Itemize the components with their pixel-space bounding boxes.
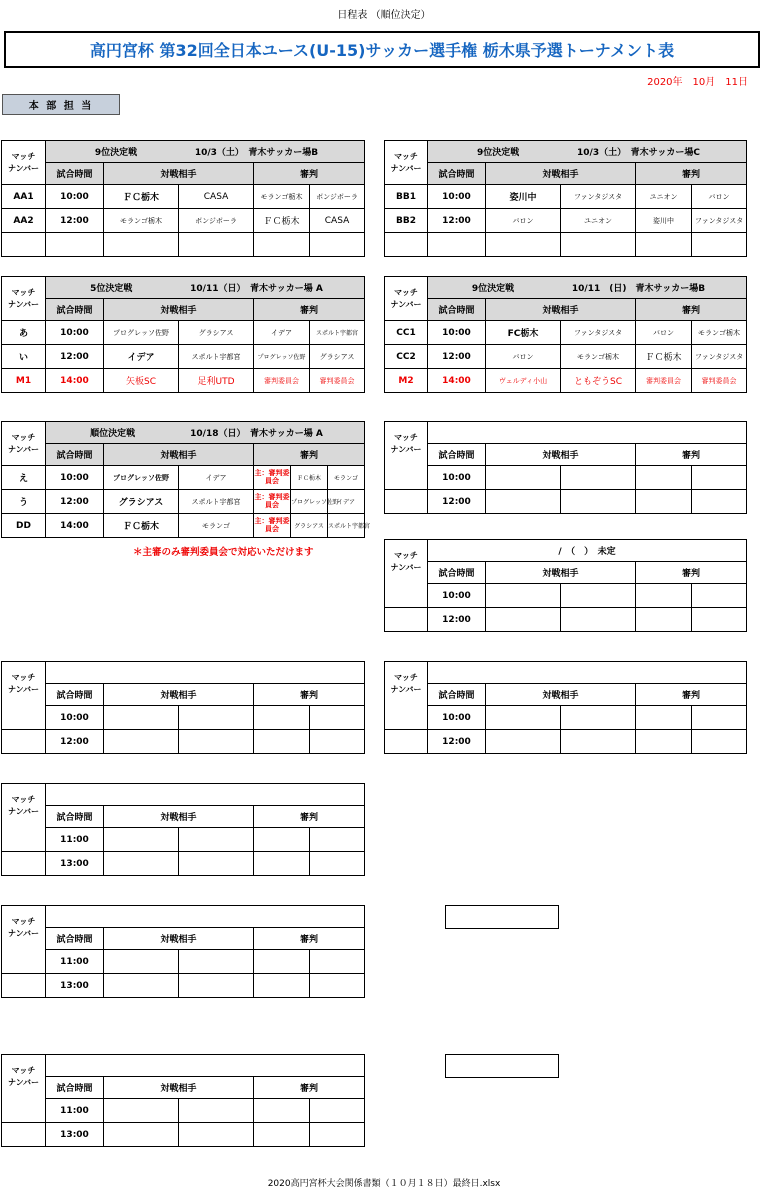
page-title: 高円宮杯 第32回全日本ユース(U-15)サッカー選手権 栃木県予選トーナメント表 bbox=[4, 31, 760, 68]
table-title: 9位決定戦 bbox=[94, 148, 138, 158]
table-row: CC1 10:00 FC栃木 ファンタジスタ バロン モランゴ栃木 bbox=[385, 321, 747, 345]
schedule-table-empty-1: マッチ ナンバー 試合時間 対戦相手 審判 10:00 12:00 bbox=[384, 421, 747, 514]
undecided-title: / （ ） 未定 bbox=[428, 540, 747, 562]
schedule-table-9th-a: マッチ ナンバー 9位決定戦 10/3（土） 青木サッカー場B 試合時間 対戦相手 審判 AA1 10:00 ＦＣ栃木 CASA モランゴ栃木 ボンジボーラ AA2 12:00 モランゴ栃木 ボンジボーラ ＦＣ栃木 CASA bbox=[1, 140, 365, 257]
schedule-table-empty-4: マッチ ナンバー 試合時間 対戦相手 審判 11:00 13:00 bbox=[1, 783, 365, 876]
empty-box bbox=[445, 1054, 559, 1078]
table-info: 10/11 (日) 青木サッカー場B bbox=[571, 284, 706, 294]
file-name-footer: 2020高円宮杯大会関係書類（１０月１８日）最終日.xlsx bbox=[267, 1179, 501, 1189]
table-row: い 12:00 イデア スポルト宇都宮 プログレッソ佐野 グラシアス bbox=[2, 345, 365, 369]
table-title: 9位決定戦 bbox=[477, 148, 520, 158]
table-info: 10/3（土） 青木サッカー場C bbox=[577, 148, 701, 158]
table-title: 5位決定戦 bbox=[90, 284, 133, 294]
schedule-table-9th-b: マッチ ナンバー 9位決定戦 10/3（土） 青木サッカー場C 試合時間 対戦相手 審判 BB1 10:00 姿川中 ファンタジスタ ユニオン バロン BB2 12:00 バロン ユニオン 姿川中 ファンタジスタ bbox=[384, 140, 747, 257]
table-row: BB2 12:00 バロン ユニオン 姿川中 ファンタジスタ bbox=[385, 209, 747, 233]
table-title: 9位決定戦 bbox=[471, 284, 515, 294]
schedule-table-empty-2: マッチ ナンバー 試合時間 対戦相手 審判 10:00 12:00 bbox=[1, 661, 365, 754]
table-row: あ 10:00 プログレッソ佐野 グラシアス イデア スポルト宇都宮 bbox=[2, 321, 365, 345]
table-info: 10/18（日） 青木サッカー場 A bbox=[190, 429, 323, 439]
table-row: AA1 10:00 ＦＣ栃木 CASA モランゴ栃木 ボンジボーラ bbox=[2, 185, 365, 209]
schedule-table-9th-c: マッチ ナンバー 9位決定戦 10/11 (日) 青木サッカー場B 試合時間 対戦相手 審判 CC1 10:00 FC栃木 ファンタジスタ バロン モランゴ栃木 CC2 12:00 バロン モランゴ栃木 ＦＣ栃木 ファンタジスタ M2 14:00 ヴェルディ小山 ともぞうSC 審判委員会 審判委員会 bbox=[384, 276, 747, 393]
schedule-table-empty-6: マッチ ナンバー 試合時間 対戦相手 審判 11:00 13:00 bbox=[1, 1054, 365, 1147]
table-info: 10/11（日） 青木サッカー場 A bbox=[190, 284, 323, 294]
table-row: CC2 12:00 バロン モランゴ栃木 ＦＣ栃木 ファンタジスタ bbox=[385, 345, 747, 369]
schedule-table-undecided: マッチ ナンバー / （ ） 未定 試合時間 対戦相手 審判 10:00 12:00 bbox=[384, 539, 747, 632]
table-row: M2 14:00 ヴェルディ小山 ともぞうSC 審判委員会 審判委員会 bbox=[385, 369, 747, 393]
schedule-table-empty-3: マッチ ナンバー 試合時間 対戦相手 審判 10:00 12:00 bbox=[384, 661, 747, 754]
schedule-table-5th: マッチ ナンバー 5位決定戦 10/11（日） 青木サッカー場 A 試合時間 対戦相手 審判 あ 10:00 プログレッソ佐野 グラシアス イデア スポルト宇都宮 い 12:00 イデア スポルト宇都宮 プログレッソ佐野 グラシアス M1 14:00 矢板SC 足利UTD 審判委員会 審判委員会 bbox=[1, 276, 365, 393]
table-row: う 12:00 グラシアス スポルト宇都宮 主：審判委員会 プログレッソ佐野 イデア bbox=[2, 490, 365, 514]
table-row: M1 14:00 矢板SC 足利UTD 審判委員会 審判委員会 bbox=[2, 369, 365, 393]
schedule-table-empty-5: マッチ ナンバー 試合時間 対戦相手 審判 11:00 13:00 bbox=[1, 905, 365, 998]
table-row: え 10:00 プログレッソ佐野 イデア 主：審判委員会 ＦＣ栃木 モランゴ bbox=[2, 466, 365, 490]
table-row: DD 14:00 ＦＣ栃木 モランゴ 主：審判委員会 グラシアス スポルト宇都宮 bbox=[2, 514, 365, 538]
table-row: BB1 10:00 姿川中 ファンタジスタ ユニオン バロン bbox=[385, 185, 747, 209]
referee-footnote: ＊主審のみ審判委員会で対応いただけます bbox=[133, 547, 314, 558]
table-row: AA2 12:00 モランゴ栃木 ボンジボーラ ＦＣ栃木 CASA bbox=[2, 209, 365, 233]
schedule-table-ranking: マッチ ナンバー 順位決定戦 10/18（日） 青木サッカー場 A 試合時間 対戦相手 審判 え 10:00 プログレッソ佐野 イデア 主：審判委員会 ＦＣ栃木 モランゴ う 12:00 グラシアス スポルト宇都宮 主：審判委員会 プログレッソ佐野 イデア DD 14:00 ＦＣ栃木 モランゴ 主：審判委員会 グラシアス スポルト宇都宮 bbox=[1, 421, 365, 538]
page-caption: 日程表 （順位決定） bbox=[337, 10, 431, 21]
table-info: 10/3（土） 青木サッカー場B bbox=[194, 148, 319, 158]
table-title: 順位決定戦 bbox=[90, 429, 136, 439]
issue-date: 2020年 10月 11日 bbox=[647, 77, 748, 88]
hq-label: 本 部 担 当 bbox=[2, 94, 120, 115]
empty-box bbox=[445, 905, 559, 929]
